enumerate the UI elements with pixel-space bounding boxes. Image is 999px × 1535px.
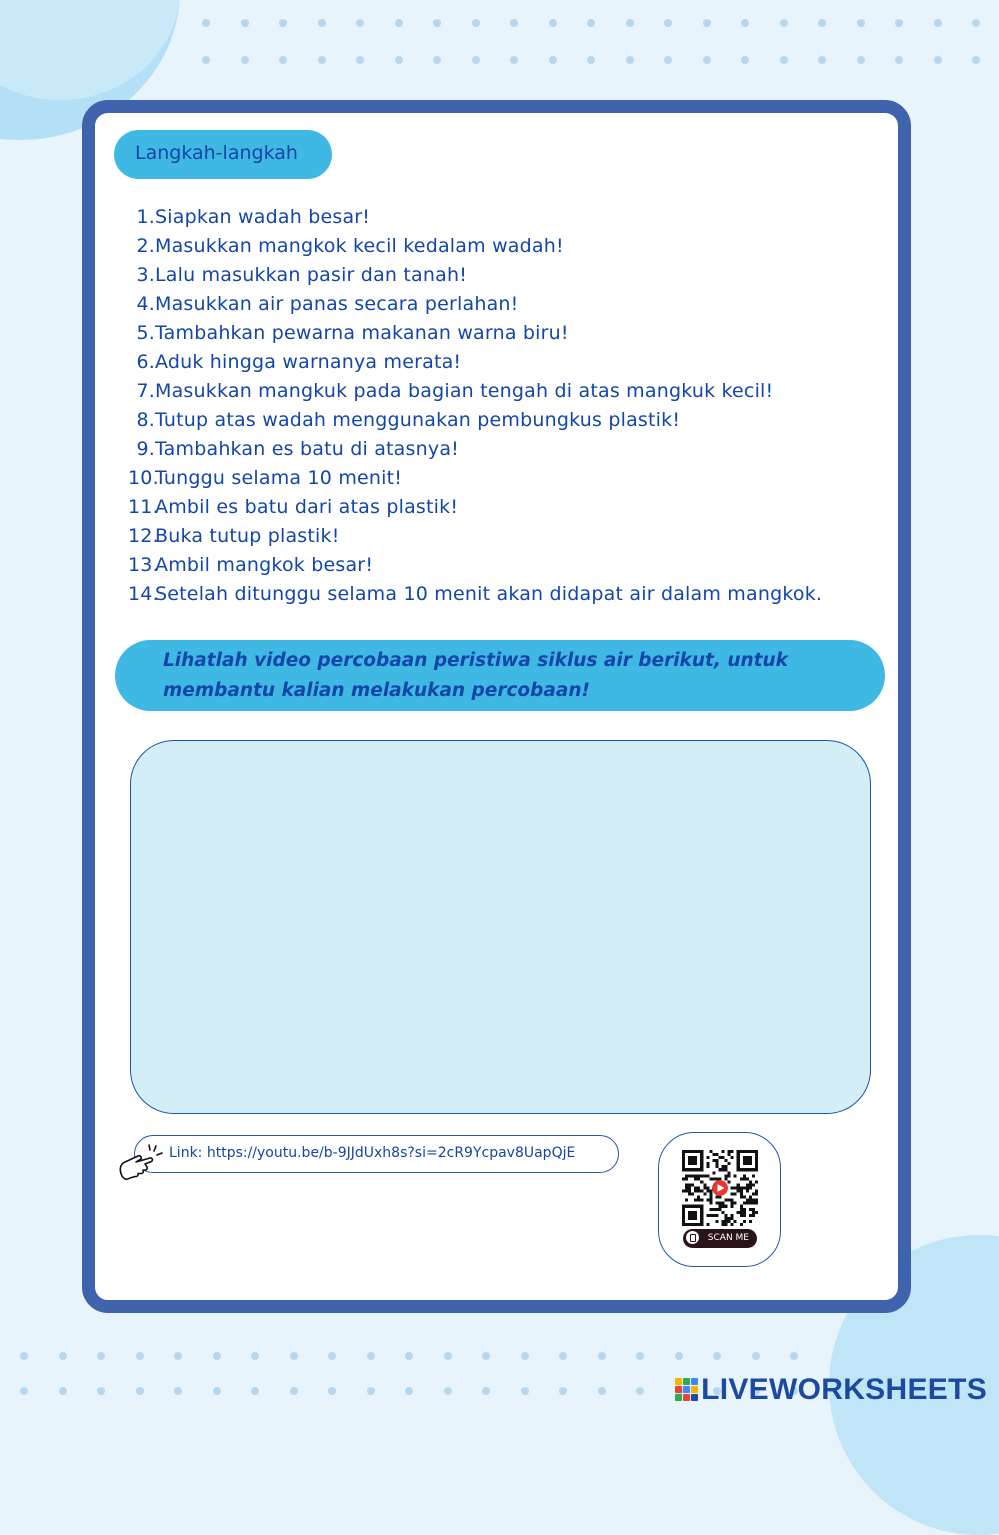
decorative-dot — [752, 1352, 760, 1360]
video-instruction-banner: Lihatlah video percobaan peristiwa siklus air berikut, untuk membantu kalian melakukan percobaan! — [115, 640, 885, 711]
decorative-dot — [780, 19, 788, 27]
decorative-dot — [444, 1352, 452, 1360]
step-number: 7. — [136, 380, 155, 402]
list-item — [128, 203, 868, 232]
step-number: 11. — [128, 496, 159, 518]
list-item — [128, 406, 868, 435]
steps-list — [128, 203, 868, 609]
decorative-dot — [780, 56, 788, 64]
decorative-dot — [202, 19, 210, 27]
liveworksheets-brand — [675, 1372, 987, 1408]
decorative-dot — [857, 56, 865, 64]
decorative-dot — [433, 19, 441, 27]
decorative-dot — [97, 1387, 105, 1395]
decorative-dot — [510, 56, 518, 64]
step-number: 6. — [136, 351, 155, 373]
decorative-dot — [972, 19, 980, 27]
decorative-dot — [675, 1352, 683, 1360]
list-item — [128, 261, 868, 290]
decorative-dot — [703, 56, 711, 64]
step-number: 10. — [128, 467, 159, 489]
decorative-dot — [395, 56, 403, 64]
decorative-dot — [510, 19, 518, 27]
list-item — [128, 493, 868, 522]
decorative-dot — [356, 56, 364, 64]
decorative-dot — [290, 1387, 298, 1395]
decorative-dot — [549, 19, 557, 27]
video-embed-area[interactable] — [130, 740, 871, 1114]
section-heading: Langkah-langkah — [114, 130, 332, 179]
step-text: Masukkan mangkuk pada bagian tengah di atas mangkuk kecil! — [155, 380, 774, 402]
decorative-dot — [213, 1387, 221, 1395]
decorative-dot — [521, 1352, 529, 1360]
decorative-dot — [818, 19, 826, 27]
decorative-dot — [741, 56, 749, 64]
decorative-dot — [290, 1352, 298, 1360]
decorative-dot — [972, 56, 980, 64]
brand-name: LIVEWORKSHEETS — [701, 1373, 987, 1406]
decorative-dot — [97, 1352, 105, 1360]
list-item — [128, 464, 868, 493]
step-number: 13. — [128, 554, 159, 576]
step-text: Setelah ditunggu selama 10 menit akan didapat air dalam mangkok. — [155, 583, 823, 605]
pointing-hand-icon — [116, 1142, 164, 1184]
decorative-dot — [356, 19, 364, 27]
decorative-dot — [857, 19, 865, 27]
step-number: 2. — [136, 235, 155, 257]
decorative-dot — [895, 56, 903, 64]
decorative-dot — [895, 19, 903, 27]
decorative-dot — [444, 1387, 452, 1395]
scan-me-label: SCAN ME — [707, 1233, 749, 1243]
step-text: Ambil es batu dari atas plastik! — [155, 496, 459, 518]
decorative-dot — [251, 1352, 259, 1360]
qr-code-icon[interactable] — [682, 1150, 758, 1226]
decorative-dot — [241, 56, 249, 64]
decorative-dot — [328, 1352, 336, 1360]
decorative-dot — [703, 19, 711, 27]
decorative-dot — [482, 1352, 490, 1360]
list-item — [128, 580, 868, 609]
decorative-dot — [482, 1387, 490, 1395]
decorative-dot — [713, 1352, 721, 1360]
decorative-dot — [174, 1387, 182, 1395]
list-item — [128, 522, 868, 551]
decorative-dot — [587, 19, 595, 27]
background-blob-top-left-light — [0, 0, 180, 100]
decorative-dot — [174, 1352, 182, 1360]
step-text: Lalu masukkan pasir dan tanah! — [155, 264, 468, 286]
decorative-dot — [598, 1387, 606, 1395]
decorative-dot — [433, 56, 441, 64]
step-number: 9. — [136, 438, 155, 460]
step-text: Tambahkan es batu di atasnya! — [155, 438, 459, 460]
decorative-dot — [636, 1387, 644, 1395]
decorative-dot — [20, 1387, 28, 1395]
step-text: Siapkan wadah besar! — [155, 206, 371, 228]
decorative-dot — [587, 56, 595, 64]
step-text: Ambil mangkok besar! — [155, 554, 374, 576]
step-text: Tambahkan pewarna makanan warna biru! — [155, 322, 569, 344]
list-item — [128, 290, 868, 319]
decorative-dot — [251, 1387, 259, 1395]
step-number: 5. — [136, 322, 155, 344]
list-item — [128, 435, 868, 464]
list-item — [128, 232, 868, 261]
decorative-dot — [318, 56, 326, 64]
decorative-dot — [598, 1352, 606, 1360]
list-item — [128, 348, 868, 377]
decorative-dot — [318, 19, 326, 27]
scan-me-button[interactable] — [683, 1229, 757, 1248]
step-number: 3. — [136, 264, 155, 286]
step-number: 8. — [136, 409, 155, 431]
step-text: Buka tutup plastik! — [155, 525, 340, 547]
step-number: 4. — [136, 293, 155, 315]
decorative-dot — [20, 1352, 28, 1360]
decorative-dot — [405, 1387, 413, 1395]
decorative-dot — [626, 56, 634, 64]
step-number: 12. — [128, 525, 159, 547]
step-text: Aduk hingga warnanya merata! — [155, 351, 462, 373]
decorative-dot — [521, 1387, 529, 1395]
list-item — [128, 377, 868, 406]
decorative-dot — [664, 19, 672, 27]
decorative-dot — [741, 19, 749, 27]
decorative-dot — [328, 1387, 336, 1395]
decorative-dot — [136, 1387, 144, 1395]
decorative-dot — [405, 1352, 413, 1360]
decorative-dot — [472, 56, 480, 64]
decorative-dot — [559, 1352, 567, 1360]
decorative-dot — [367, 1352, 375, 1360]
step-text: Masukkan mangkok kecil kedalam wadah! — [155, 235, 564, 257]
liveworksheets-logo-icon — [675, 1377, 699, 1403]
decorative-dot — [472, 19, 480, 27]
decorative-dot — [626, 19, 634, 27]
decorative-dot — [202, 56, 210, 64]
step-text: Tutup atas wadah menggunakan pembungkus plastik! — [155, 409, 681, 431]
decorative-dot — [934, 19, 942, 27]
decorative-dot — [279, 19, 287, 27]
decorative-dot — [559, 1387, 567, 1395]
decorative-dot — [664, 56, 672, 64]
list-item — [128, 319, 868, 348]
decorative-dot — [934, 56, 942, 64]
decorative-dot — [818, 56, 826, 64]
decorative-dot — [59, 1387, 67, 1395]
step-text: Tunggu selama 10 menit! — [155, 467, 403, 489]
decorative-dot — [636, 1352, 644, 1360]
step-number: 14. — [128, 583, 159, 605]
step-text: Masukkan air panas secara perlahan! — [155, 293, 519, 315]
decorative-dot — [241, 19, 249, 27]
phone-icon — [686, 1231, 699, 1244]
decorative-dot — [213, 1352, 221, 1360]
decorative-dot — [395, 19, 403, 27]
decorative-dot — [59, 1352, 67, 1360]
video-link[interactable]: Link: https://youtu.be/b-9JJdUxh8s?si=2cR9Ycpav8UapQjE — [134, 1135, 619, 1173]
step-number: 1. — [136, 206, 155, 228]
list-item — [128, 551, 868, 580]
decorative-dot — [279, 56, 287, 64]
decorative-dot — [367, 1387, 375, 1395]
decorative-dot — [549, 56, 557, 64]
decorative-dot — [136, 1352, 144, 1360]
decorative-dot — [790, 1352, 798, 1360]
